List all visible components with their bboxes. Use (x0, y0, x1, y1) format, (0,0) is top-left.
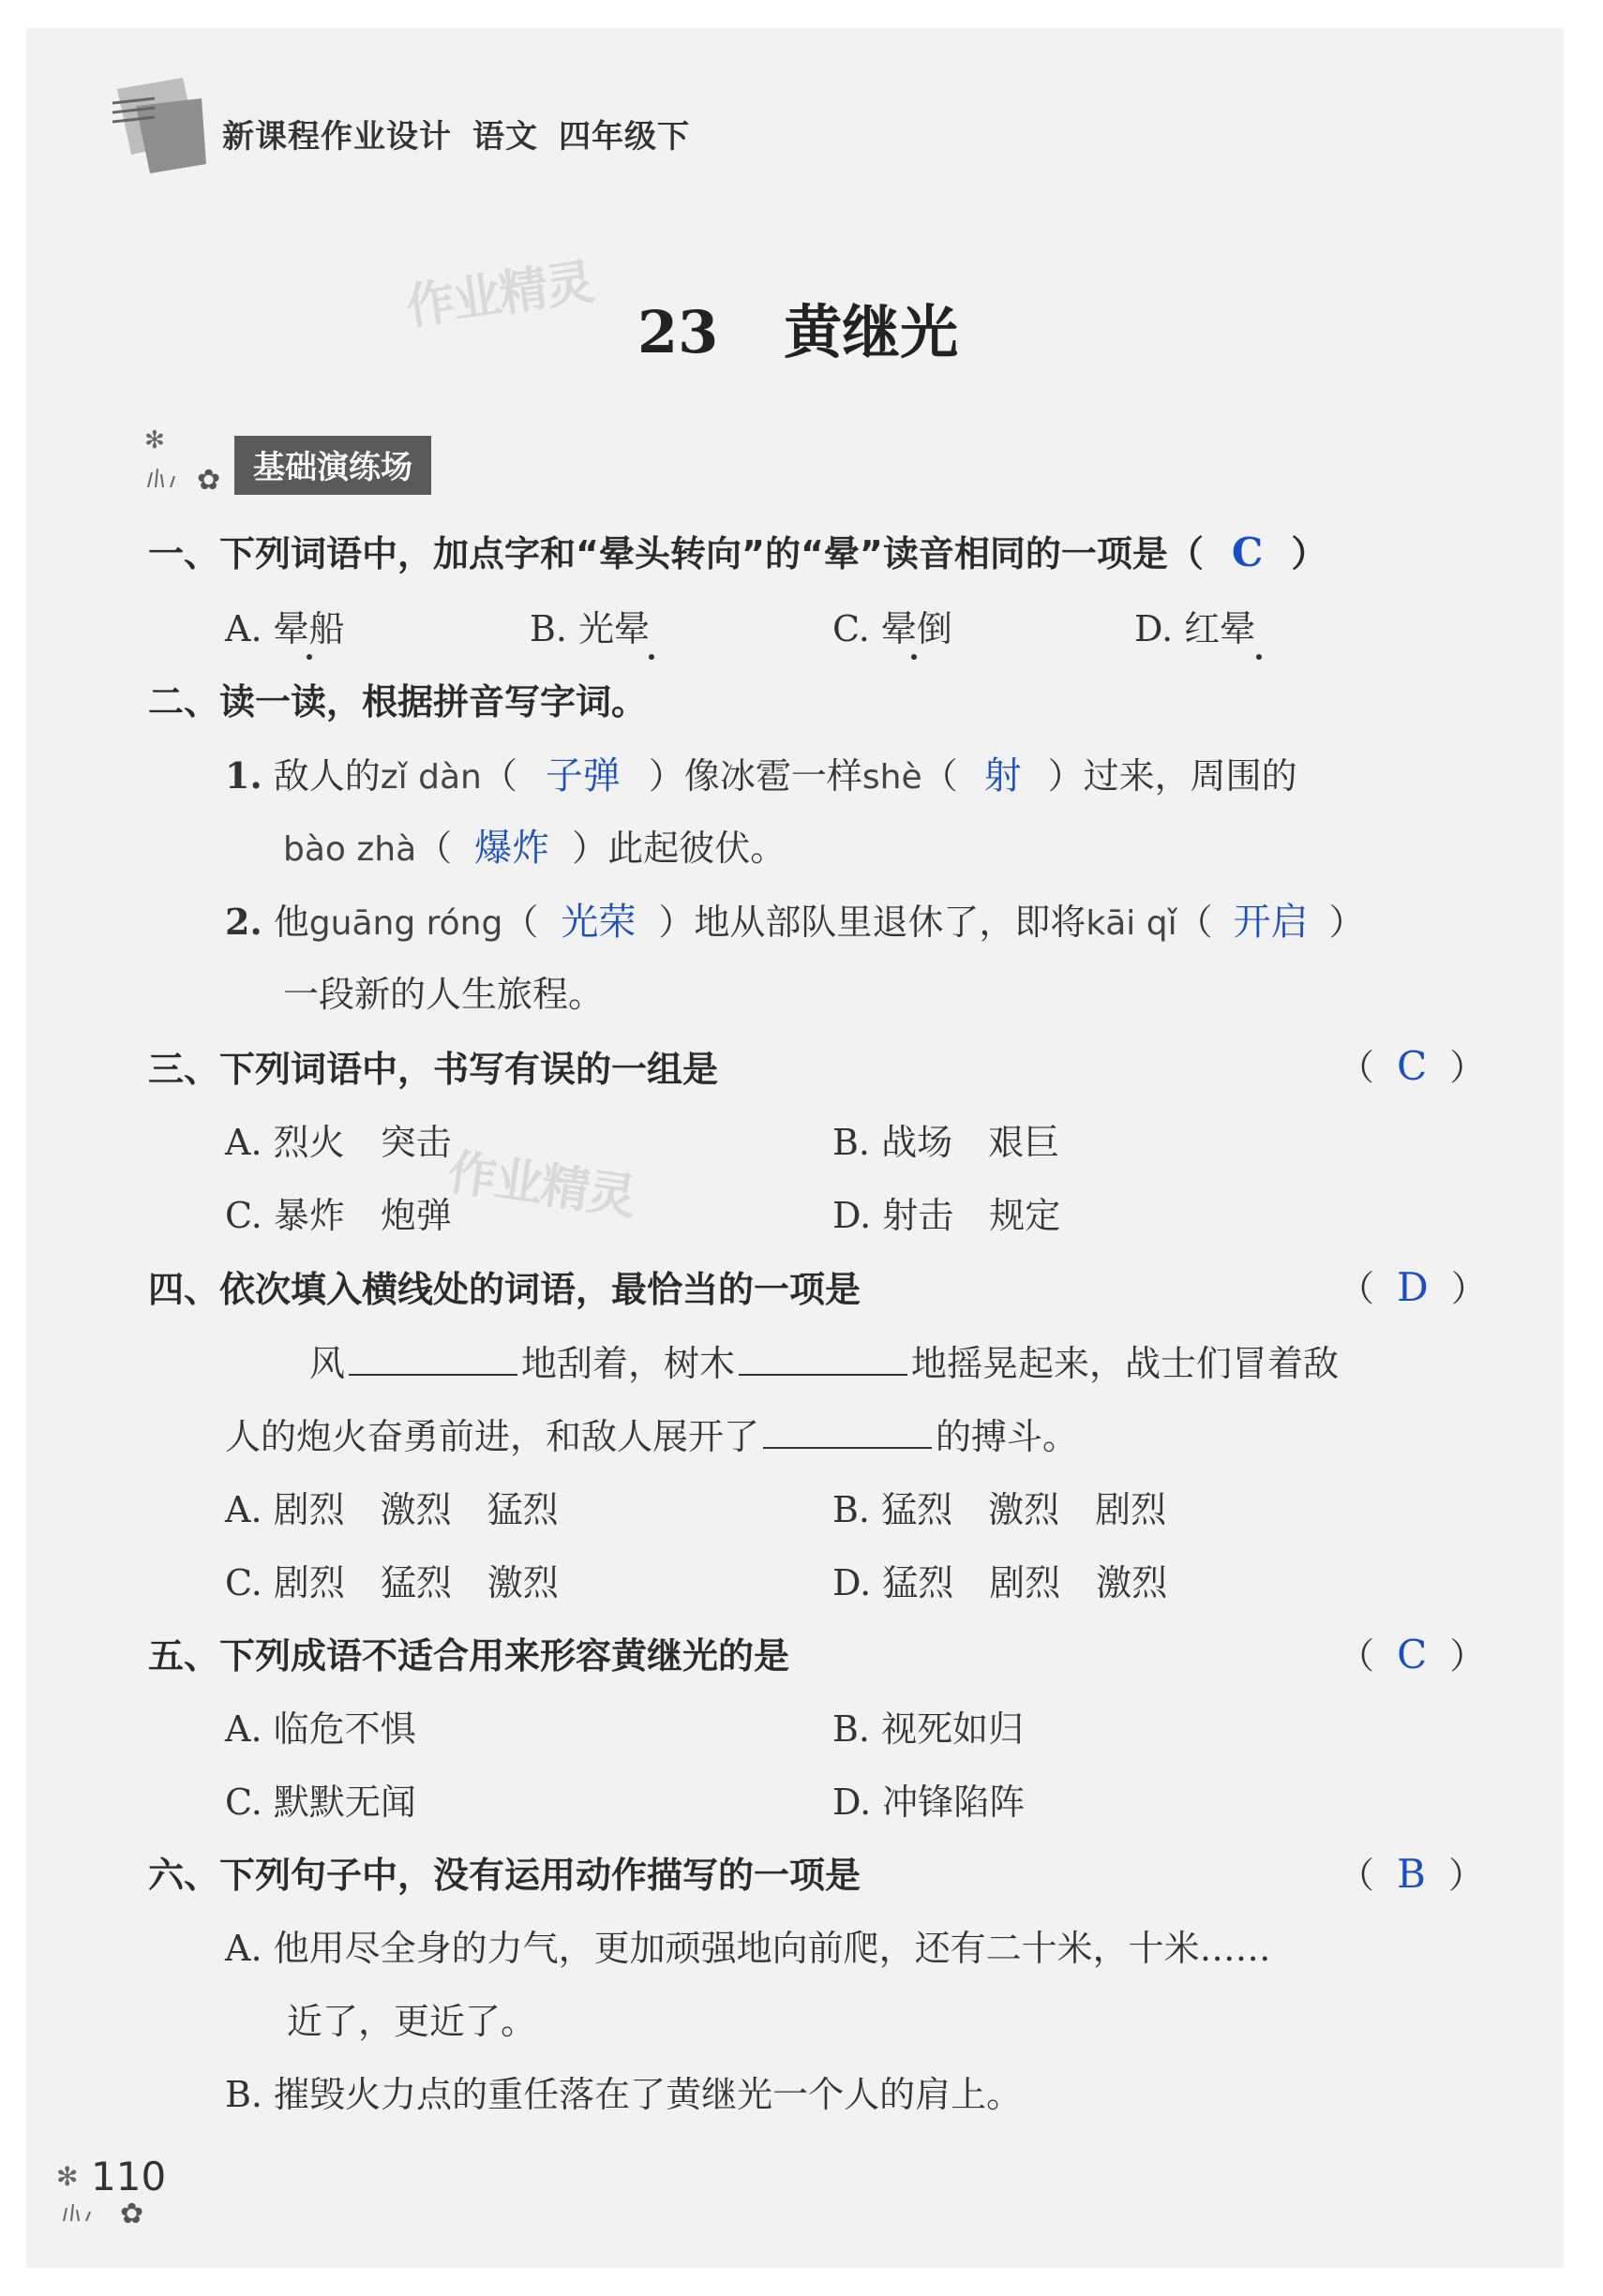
lesson-number: 23 (637, 298, 719, 366)
q3-option-b: B. 战场 艰巨 (832, 1122, 1060, 1163)
emphasis-dot (911, 654, 917, 660)
q1-option-c: C. 晕倒 (832, 608, 952, 649)
text: 地刮着，树木 (521, 1343, 736, 1384)
answer: 光荣 (561, 901, 637, 944)
question-3-answer-box: （ C ） (1339, 1043, 1486, 1089)
question-5-stem: 五、下列成语不适合用来形容黄继光的是 (148, 1635, 790, 1677)
pinyin: guāng róng (308, 904, 503, 943)
q3-option-d: D. 射击 规定 (832, 1195, 1061, 1236)
q2-sentence-2-line-1: 2. 他guāng róng（ 光荣 ）地从部队里退休了，即将kāi qǐ（ 开启 ） (225, 901, 1365, 944)
question-1-stem (148, 525, 1326, 576)
text: 敌人的 (273, 755, 381, 797)
book-grade: 四年级下 (559, 118, 690, 156)
question-6-stem: 六、下列句子中，没有运用动作描写的一项是 (148, 1855, 861, 1896)
q4-option-a: A. 剧烈 激烈 猛烈 (225, 1489, 559, 1530)
text: 像冰雹一样 (683, 755, 862, 797)
q1-option-d: D. 红晕 (1134, 608, 1256, 649)
text: 他 (273, 902, 309, 943)
text: 地从部队里退休了，即将 (694, 902, 1086, 943)
q4-option-c: C. 剧烈 猛烈 激烈 (225, 1562, 559, 1603)
question-4-answer: D (1397, 1264, 1429, 1310)
text: 的搏斗。 (936, 1416, 1079, 1457)
lesson-title (637, 286, 958, 369)
q3-option-c: C. 暴炸 炮弹 (225, 1195, 452, 1236)
question-6-answer-box: （ B ） (1339, 1851, 1485, 1897)
book-series: 新课程作业设计 (222, 118, 452, 156)
q6-option-a-line-2: 近了，更近了。 (287, 2001, 537, 2042)
section-badge: 基础演练场 (234, 436, 431, 495)
q4-option-d: D. 猛烈 剧烈 激烈 (832, 1562, 1168, 1603)
question-4-stem: 四、依次填入横线处的词语，最恰当的一项是 (148, 1269, 861, 1310)
question-3-stem: 三、下列词语中，书写有误的一组是 (148, 1049, 719, 1090)
pinyin: zǐ dàn (380, 758, 482, 797)
q2-sentence-1-line-1: 1. 敌人的zǐ dàn（ 子弹 ）像冰雹一样shè（ 射 ）过来，周围的 (225, 754, 1297, 798)
book-stack-icon (108, 70, 211, 183)
emphasis-dot (307, 654, 312, 660)
watermark: 作业精灵 (444, 1144, 638, 1227)
q1-option-a: A. 晕船 (225, 608, 345, 649)
pinyin: kāi qǐ (1086, 904, 1177, 943)
q6-option-b: B. 摧毁火力点的重任落在了黄继光一个人的肩上。 (225, 2074, 1023, 2115)
text: 此起彼伏。 (607, 827, 787, 869)
q6-option-a-line-1: A. 他用尽全身的力气，更加顽强地向前爬，还有二十米，十米…… (225, 1928, 1271, 1969)
pinyin: bào zhà (283, 830, 417, 869)
svg-text:✿: ✿ (197, 464, 221, 497)
question-4-answer-box: （ D ） (1339, 1264, 1487, 1310)
text: 人的炮火奋勇前进，和敌人展开了 (225, 1416, 760, 1457)
answer: 开启 (1233, 901, 1309, 944)
text: 地摇晃起来，战士们冒着敌 (911, 1343, 1340, 1384)
page-number: 110 (91, 2154, 167, 2199)
q2-sentence-2-line-2: 一段新的人生旅程。 (283, 974, 605, 1015)
pinyin: shè (861, 758, 922, 797)
q4-option-b: B. 猛烈 激烈 剧烈 (832, 1489, 1167, 1530)
q4-passage-line-1 (309, 1334, 1339, 1386)
emphasis-dot (1256, 654, 1262, 660)
svg-text:✿: ✿ (120, 2198, 144, 2230)
question-2-stem: 二、读一读，根据拼音写字词。 (148, 681, 648, 723)
q5-option-d: D. 冲锋陷阵 (832, 1782, 1026, 1823)
question-5-answer: C (1397, 1632, 1428, 1677)
watermark: 作业精灵 (402, 254, 596, 336)
text: 风 (309, 1343, 346, 1384)
book-subject: 语文 (472, 118, 538, 156)
q2-item-number: 2. (225, 901, 262, 943)
text: 过来，周围的 (1083, 755, 1297, 797)
svg-text:✻: ✻ (56, 2161, 79, 2192)
q5-option-a: A. 临危不惧 (225, 1708, 416, 1750)
question-1-text: 一、下列词语中，加点字和“晕头转向”的“晕”读音相同的一项是（ (148, 533, 1204, 574)
book-header (222, 111, 711, 157)
answer: 爆炸 (474, 827, 550, 870)
answer: 子弹 (545, 754, 621, 798)
q4-passage-line-2 (225, 1408, 1078, 1459)
answer: 射 (983, 754, 1022, 798)
question-5-answer-box: （ C ） (1339, 1632, 1486, 1677)
q2-item-number: 1. (225, 754, 262, 797)
fill-blank (349, 1346, 517, 1376)
question-3-answer: C (1397, 1043, 1428, 1089)
question-1-close: ） (1291, 533, 1327, 574)
q3-option-a: A. 烈火 突击 (225, 1122, 452, 1163)
q2-sentence-1-line-2: bào zhà（ 爆炸 ）此起彼伏。 (283, 827, 787, 870)
lesson-name: 黄继光 (784, 298, 959, 366)
question-6-answer: B (1397, 1851, 1426, 1897)
question-1-answer: C (1231, 529, 1264, 575)
fill-blank (739, 1346, 907, 1376)
svg-text:✻: ✻ (144, 426, 165, 455)
q5-option-b: B. 视死如归 (832, 1708, 1025, 1750)
fill-blank (763, 1419, 932, 1449)
emphasis-dot (649, 654, 654, 660)
q1-option-b: B. 光晕 (530, 608, 651, 649)
flower-grass-icon (141, 422, 234, 497)
q5-option-c: C. 默默无闻 (225, 1782, 416, 1823)
